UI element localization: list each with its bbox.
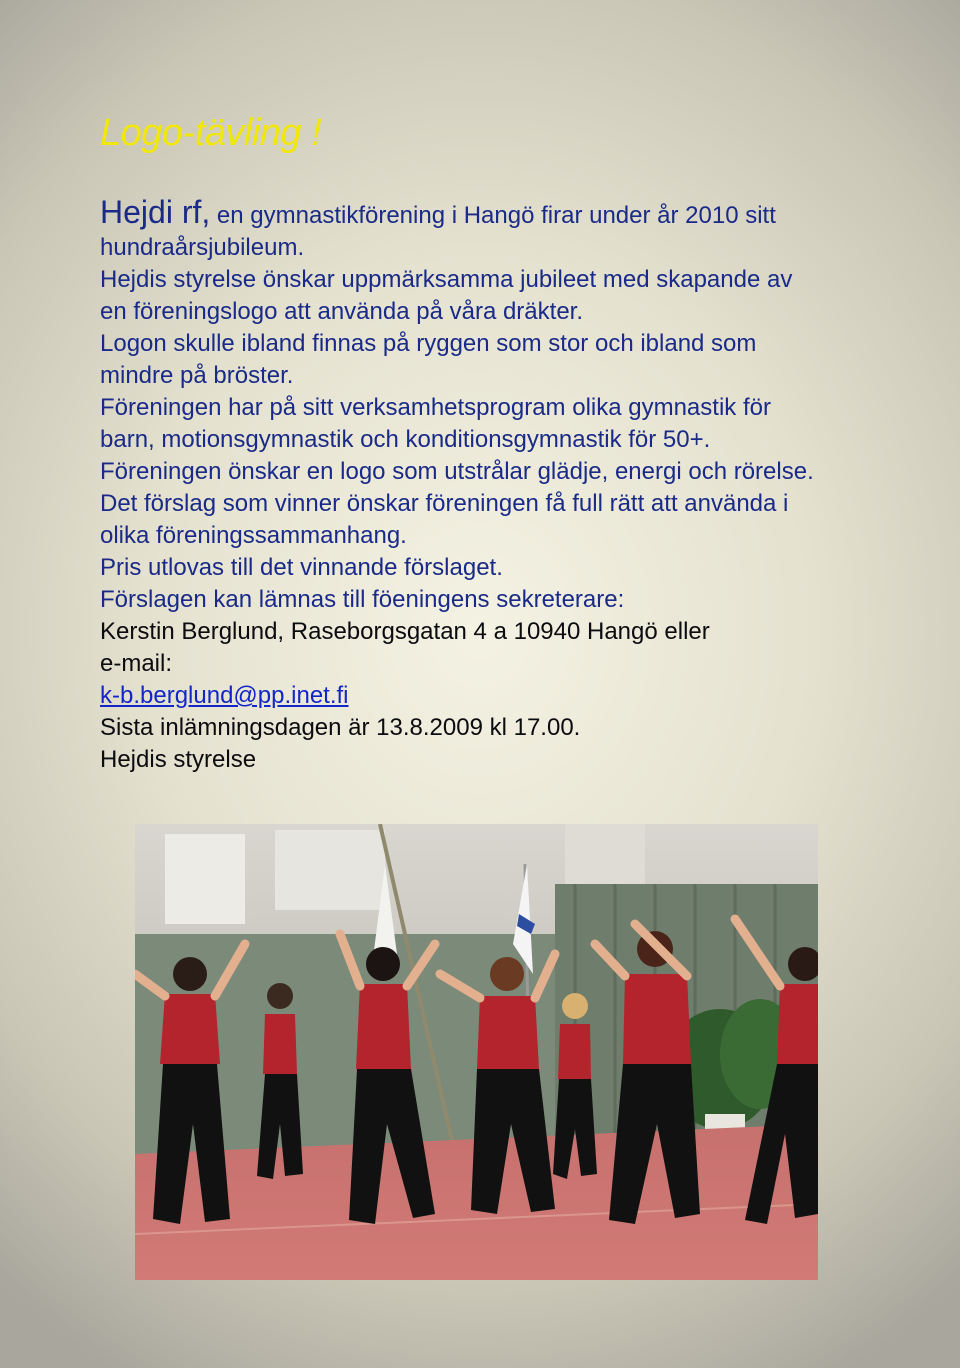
text-line: Förslagen kan lämnas till föeningens sekreterare: xyxy=(100,586,625,613)
text-line: Föreningen har på sitt verksamhetsprogram olika gymnastik för xyxy=(100,394,771,421)
text-line: barn, motionsgymnastik och konditionsgymnastik för 50+. xyxy=(100,426,711,453)
email-label: e-mail: xyxy=(100,650,173,677)
text-line: olika föreningssammanhang. xyxy=(100,522,407,549)
intro-rest: en gymnastikförening i Hangö firar under år 2010 sitt xyxy=(210,202,776,229)
text-line: mindre på bröster. xyxy=(100,362,294,389)
text-line: Pris utlovas till det vinnande förslaget. xyxy=(100,554,503,581)
page-title: Logo-tävling ! xyxy=(100,112,322,154)
intro-line xyxy=(100,196,920,232)
org-name: Hejdi rf, xyxy=(100,194,211,230)
signature-line: Hejdis styrelse xyxy=(100,746,257,773)
text-line: Hejdis styrelse önskar uppmärksamma jubileet med skapande av xyxy=(100,266,793,293)
email-link[interactable]: k-b.berglund@pp.inet.fi xyxy=(100,682,349,709)
text-line: Logon skulle ibland finnas på ryggen som stor och ibland som xyxy=(100,330,757,357)
text-line: hundraårsjubileum. xyxy=(100,234,305,261)
text-line: Föreningen önskar en logo som utstrålar glädje, energi och rörelse. xyxy=(100,458,814,485)
announcement-text xyxy=(100,196,920,776)
text-line: en föreningslogo att använda på våra dräkter. xyxy=(100,298,583,325)
deadline-line: Sista inlämningsdagen är 13.8.2009 kl 17.00. xyxy=(100,714,581,741)
text-line: Det förslag som vinner önskar föreningen få full rätt att använda i xyxy=(100,490,789,517)
gymnasts-dancing-photo xyxy=(135,824,818,1280)
contact-line: Kerstin Berglund, Raseborgsgatan 4 a 10940 Hangö eller xyxy=(100,618,710,645)
